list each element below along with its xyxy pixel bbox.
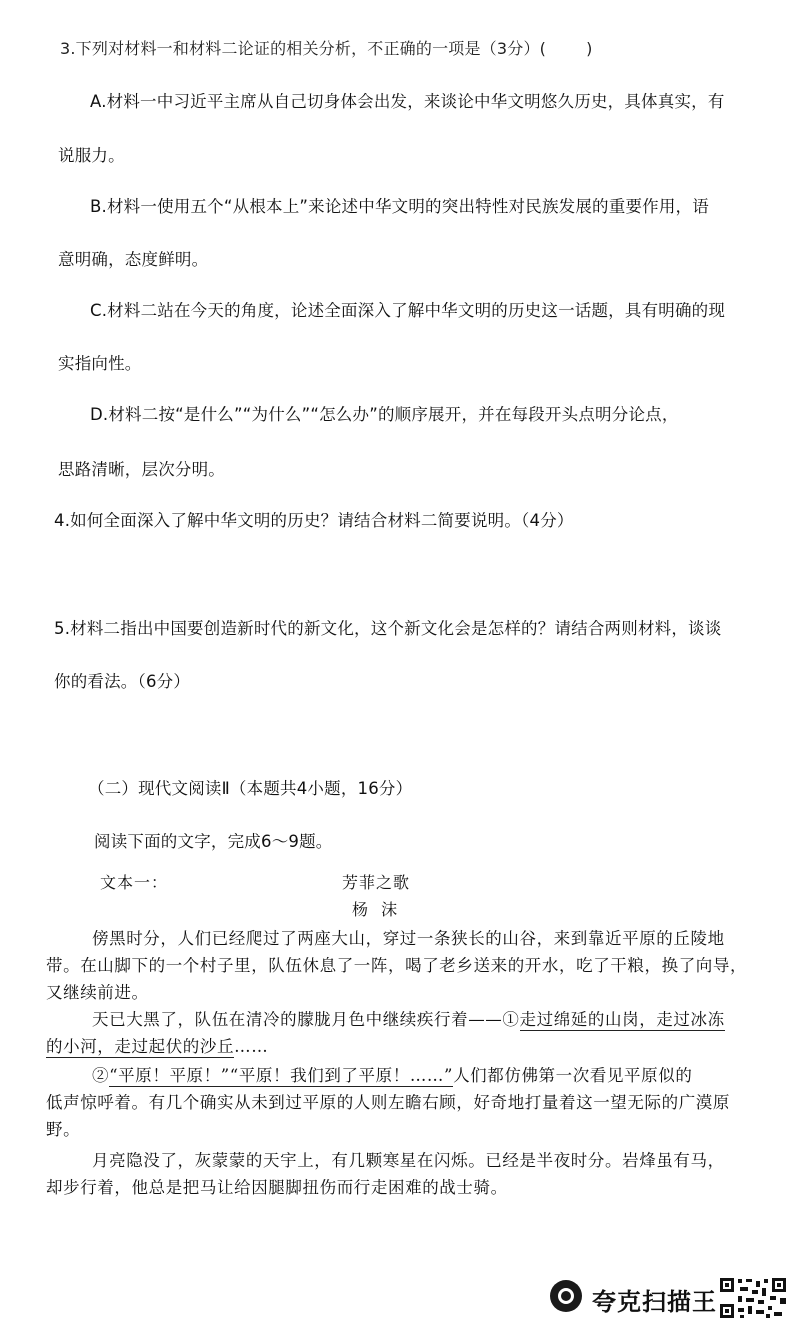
scanner-watermark bbox=[546, 1276, 800, 1320]
q3-option-a-line1: A.材料一中习近平主席从自己切身体会出发，来谈论中华文明悠久历史，具体真实，有 bbox=[90, 92, 725, 111]
p3-line3: 野。 bbox=[46, 1120, 81, 1139]
q3-title bbox=[60, 36, 593, 59]
underlined-sentence-1b: 的小河，走过起伏的沙丘 bbox=[46, 1037, 235, 1056]
p2-line1 bbox=[92, 1006, 725, 1030]
p2-line1-text: 天已大黑了，队伍在清冷的朦胧月色中继续疾行着——① bbox=[92, 1010, 520, 1029]
underlined-sentence-1a: 走过绵延的山岗，走过冰冻 bbox=[519, 1010, 725, 1029]
p3-line1-text: 人们都仿佛第一次看见平原似的 bbox=[453, 1066, 693, 1085]
q3-option-c-line2: 实指向性。 bbox=[58, 354, 142, 373]
section-instruction: 阅读下面的文字，完成6～9题。 bbox=[94, 832, 333, 851]
q3-option-b-line1: B.材料一使用五个“从根本上”来论述中华文明的突出特性对民族发展的重要作用，语 bbox=[90, 197, 709, 216]
p2-line2 bbox=[46, 1033, 268, 1057]
p3-line2: 低声惊呼着。有几个确实从未到过平原的人则左瞻右顾，好奇地打量着这一望无际的广漠原 bbox=[46, 1093, 730, 1112]
underlined-sentence-2: “平原！平原！”“平原！我们到了平原！……” bbox=[109, 1066, 454, 1085]
q3-option-a-line2: 说服力。 bbox=[58, 146, 125, 165]
q3-option-b-line2: 意明确，态度鲜明。 bbox=[58, 250, 209, 269]
text1-author: 杨 沫 bbox=[352, 900, 399, 919]
p4-line1: 月亮隐没了，灰蒙蒙的天宇上，有几颗寒星在闪烁。已经是半夜时分。岩烽虽有马， bbox=[92, 1151, 725, 1170]
q3-title-close: ) bbox=[586, 39, 593, 58]
q3-option-d-line2: 思路清晰，层次分明。 bbox=[58, 460, 225, 479]
quark-logo-icon bbox=[550, 1280, 582, 1312]
q5-line1: 5.材料二指出中国要创造新时代的新文化，这个新文化会是怎样的？请结合两则材料，谈谈 bbox=[54, 619, 722, 638]
q3-option-d-line1: D.材料二按“是什么”“为什么”“怎么办”的顺序展开，并在每段开头点明分论点， bbox=[90, 405, 679, 424]
text1-title: 芳菲之歌 bbox=[342, 873, 411, 892]
p1-line2: 带。在山脚下的一个村子里，队伍休息了一阵，喝了老乡送来的开水，吃了干粮，换了向导， bbox=[46, 956, 748, 975]
text1-label: 文本一： bbox=[100, 873, 169, 892]
p1-line3: 又继续前进。 bbox=[46, 983, 149, 1002]
q3-title-text: 3.下列对材料一和材料二论证的相关分析，不正确的一项是（3分）( bbox=[60, 39, 547, 58]
q4-text: 4.如何全面深入了解中华文明的历史？请结合材料二简要说明。（4分） bbox=[54, 511, 574, 530]
p3-line1 bbox=[92, 1062, 692, 1086]
qr-code-icon bbox=[718, 1276, 788, 1320]
sentence-2-mark: ② bbox=[92, 1066, 110, 1085]
q5-line2: 你的看法。（6分） bbox=[54, 672, 191, 691]
q3-option-c-line1: C.材料二站在今天的角度，论述全面深入了解中华文明的历史这一话题，具有明确的现 bbox=[90, 301, 726, 320]
p1-line1: 傍黑时分，人们已经爬过了两座大山，穿过一条狭长的山谷，来到靠近平原的丘陵地 bbox=[92, 929, 725, 948]
section-heading: （二）现代文阅读Ⅱ（本题共4小题，16分） bbox=[88, 779, 413, 798]
brand-name: 夸克扫描王 bbox=[592, 1288, 717, 1316]
p2-ellipsis: …… bbox=[234, 1037, 269, 1056]
p4-line2: 却步行着，他总是把马让给因腿脚扭伤而行走困难的战士骑。 bbox=[46, 1178, 508, 1197]
